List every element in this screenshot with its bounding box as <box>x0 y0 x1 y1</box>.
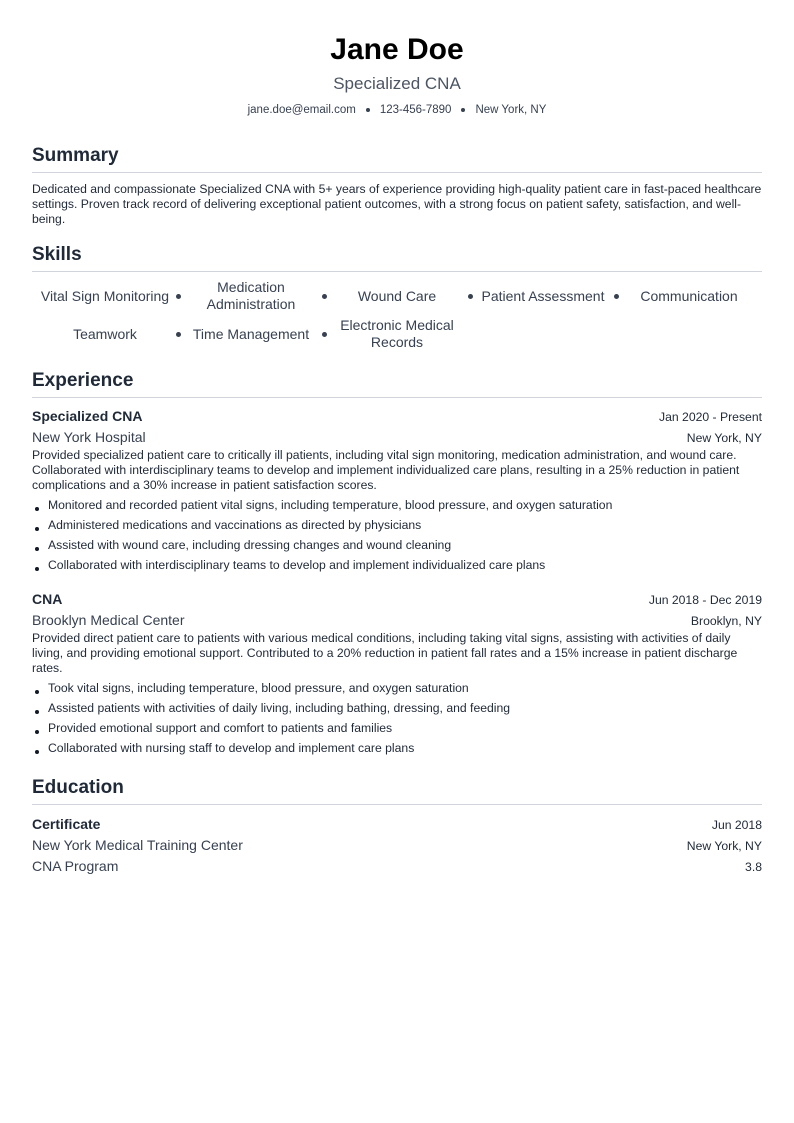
job-title: CNA <box>32 591 63 607</box>
job-entry <box>32 590 762 758</box>
skill-item <box>324 317 470 351</box>
contact-separator <box>366 108 370 112</box>
resume-header <box>32 32 762 118</box>
skill-item <box>178 317 324 351</box>
job-bullets <box>32 495 762 575</box>
skill-label: Patient Assessment <box>481 287 605 304</box>
experience-section <box>32 369 762 758</box>
skill-label: Medication Administration <box>206 279 296 312</box>
job-company: Brooklyn Medical Center <box>32 612 185 628</box>
education-heading: Education <box>32 776 762 805</box>
education-program-row <box>32 856 762 877</box>
job-bullet <box>32 515 762 535</box>
education-degree-row <box>32 814 762 835</box>
bullet-text: Assisted with wound care, including dressing changes and wound cleaning <box>48 538 452 552</box>
bullet-dot-icon <box>35 547 39 551</box>
skill-label: Vital Sign Monitoring <box>40 287 170 304</box>
job-header-row <box>32 407 762 427</box>
candidate-name: Jane Doe <box>330 33 464 66</box>
job-bullets <box>32 678 762 758</box>
job-company-row <box>32 427 762 448</box>
bullet-dot-icon <box>35 710 39 714</box>
skill-item <box>324 279 470 313</box>
job-bullet <box>32 535 762 555</box>
job-company-row <box>32 610 762 631</box>
skill-item <box>32 279 178 313</box>
bullet-dot-icon <box>35 527 39 531</box>
job-location: New York, NY <box>686 431 762 445</box>
education-date: Jun 2018 <box>711 818 762 832</box>
job-location: Brooklyn, NY <box>690 614 762 628</box>
contact-email[interactable]: jane.doe@email.com <box>247 104 356 116</box>
education-section <box>32 776 762 877</box>
job-header-row <box>32 590 762 610</box>
skill-label: Teamwork <box>73 325 137 342</box>
education-school: New York Medical Training Center <box>32 837 243 853</box>
bullet-text: Monitored and recorded patient vital signs, including temperature, blood pressure, and oxygen saturation <box>48 498 613 512</box>
job-dates: Jan 2020 - Present <box>659 410 762 424</box>
job-bullet <box>32 678 762 698</box>
experience-heading: Experience <box>32 369 762 398</box>
job-bullet <box>32 555 762 575</box>
bullet-text: Collaborated with nursing staff to develop and implement care plans <box>48 741 415 755</box>
education-school-row <box>32 835 762 856</box>
job-bullet <box>32 698 762 718</box>
education-location: New York, NY <box>686 839 762 853</box>
skill-item <box>32 317 178 351</box>
job-bullet <box>32 718 762 738</box>
education-gpa: 3.8 <box>745 860 762 874</box>
bullet-text: Assisted patients with activities of daily living, including bathing, dressing, and feeding <box>48 701 511 715</box>
bullet-text: Collaborated with interdisciplinary teams to develop and implement individualized care plans <box>48 558 546 572</box>
contact-phone[interactable]: 123-456-7890 <box>379 104 452 116</box>
skill-item <box>178 279 324 313</box>
contact-separator <box>461 108 465 112</box>
bullet-dot-icon <box>35 507 39 511</box>
contact-location: New York, NY <box>475 104 547 116</box>
job-description: Provided direct patient care to patients with various medical conditions, including taking vital signs, assisting with activities of daily living, and providing emotional support. Contributed to a 20% reduction in patient fall rates and a 15% increase in patient discharge rates. <box>32 631 738 675</box>
skills-heading: Skills <box>32 243 762 272</box>
skill-label: Time Management <box>192 325 310 342</box>
skills-section <box>32 243 762 351</box>
job-description: Provided specialized patient care to critically ill patients, including vital sign monitoring, medication administration, and wound care. Collaborated with interdisciplinary teams to develop and implement individualized care plans, resulting in a 25% reduction in patient complications and a 30% increase in patient satisfaction scores. <box>32 448 740 492</box>
bullet-dot-icon <box>35 690 39 694</box>
bullet-text: Administered medications and vaccinations as directed by physicians <box>48 518 422 532</box>
skill-item <box>470 279 616 313</box>
bullet-dot-icon <box>35 567 39 571</box>
skill-label: Electronic Medical Records <box>340 317 454 350</box>
bullet-dot-icon <box>35 750 39 754</box>
summary-section <box>32 144 762 227</box>
bullet-text: Provided emotional support and comfort to patients and families <box>48 721 393 735</box>
bullet-dot-icon <box>35 730 39 734</box>
education-entry <box>32 814 762 877</box>
education-degree: Certificate <box>32 816 101 832</box>
job-dates: Jun 2018 - Dec 2019 <box>648 593 762 607</box>
job-company: New York Hospital <box>32 429 146 445</box>
skills-grid <box>32 279 762 351</box>
education-program: CNA Program <box>32 858 119 874</box>
job-entry <box>32 407 762 575</box>
job-bullet <box>32 738 762 758</box>
job-bullet <box>32 495 762 515</box>
skill-label: Wound Care <box>357 287 437 304</box>
summary-text: Dedicated and compassionate Specialized CNA with 5+ years of experience providing high-quality patient care in fast-paced healthcare settings. Proven track record of delivering exceptional patient outcomes, with a strong focus on patient safety, satisfaction, and well-being. <box>32 182 762 226</box>
skill-item <box>616 279 762 313</box>
skill-label: Communication <box>640 287 738 304</box>
summary-heading: Summary <box>32 144 762 173</box>
job-title: Specialized CNA <box>32 408 143 424</box>
contact-line <box>32 102 762 118</box>
candidate-title: Specialized CNA <box>333 74 461 93</box>
bullet-text: Took vital signs, including temperature, blood pressure, and oxygen saturation <box>48 681 469 695</box>
